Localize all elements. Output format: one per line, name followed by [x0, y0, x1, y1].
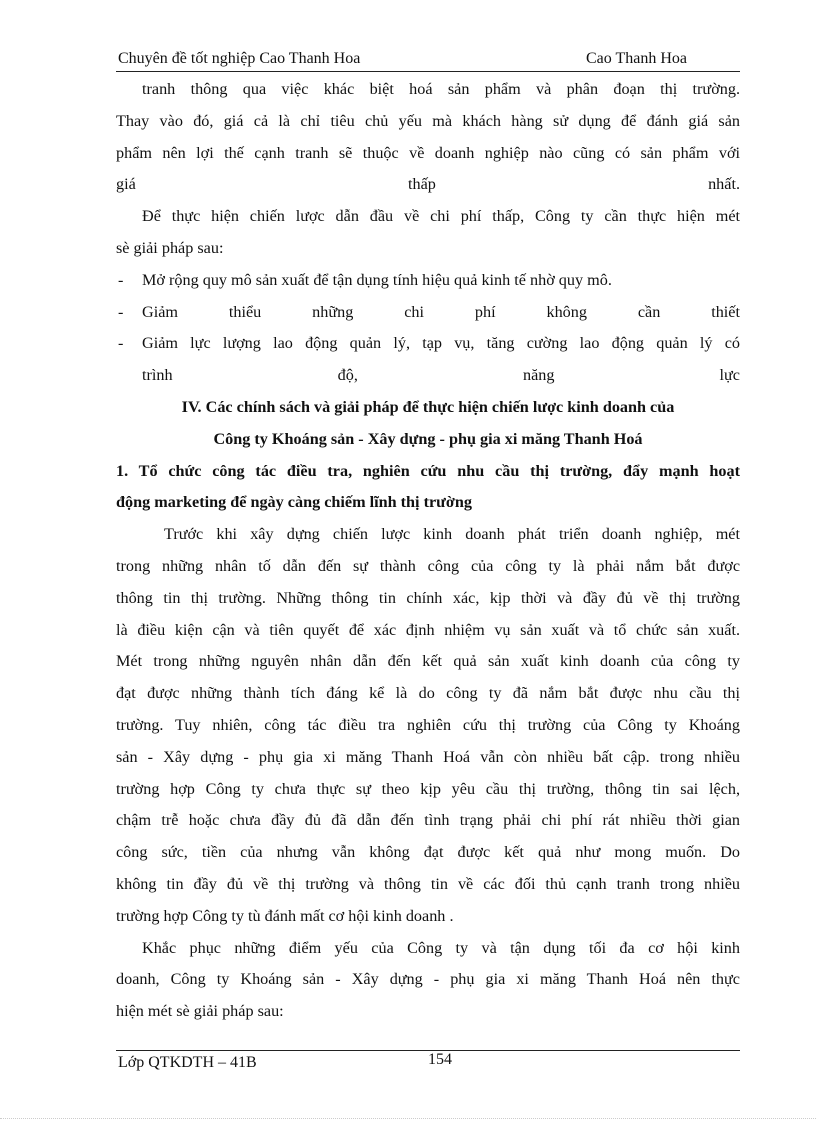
bullet-dash: - — [118, 270, 124, 289]
bullet-dash: - — [118, 302, 124, 321]
section-heading: IV. Các chính sách và giải pháp để thực hiện chiến lược kinh doanh của — [181, 397, 675, 416]
text-line: sản - Xây dựng - phụ gia xi măng Thanh Hoá vẫn còn nhiều bất cập. trong nhiều — [116, 747, 740, 766]
footer-class: Lớp QTKDTH – 41B — [118, 1054, 257, 1071]
text-line: Thay vào đó, giá cả là chỉ tiêu chủ yếu mà khách hàng sử dụng để đánh giá sản — [116, 111, 740, 130]
text-line: trường hợp Công ty tù đánh mất cơ hội kinh doanh . — [116, 906, 454, 925]
text-line: công sức, tiền của nhưng vẫn không đạt được kết quả như mong muốn. Do — [116, 843, 740, 862]
section-heading: Công ty Khoáng sản - Xây dựng - phụ gia xi măng Thanh Hoá — [213, 429, 643, 448]
text-line: trường. Tuy nhiên, công tác điều tra nghiên cứu thị trường của Công ty Khoáng — [116, 715, 740, 734]
header-left: Chuyên đề tốt nghiệp Cao Thanh Hoa — [118, 50, 361, 67]
subsection-heading: 1. Tổ chức công tác điều tra, nghiên cứu nhu cầu thị trường, đẩy mạnh hoạt — [116, 461, 740, 480]
subsection-heading: động marketing để ngày càng chiếm lĩnh thị trường — [116, 493, 472, 512]
text-line: phẩm nên lợi thế cạnh tranh sẽ thuộc về doanh nghiệp nào cũng có sản phẩm với — [116, 143, 740, 162]
text-line: Trước khi xây dựng chiến lược kinh doanh phát triển doanh nghiệp, mét — [164, 525, 740, 544]
text-line: Mét trong những nguyên nhân dẫn đến kết quả sản xuất kinh doanh của công ty — [116, 652, 740, 671]
text-line: chậm trễ hoặc chưa đầy đủ đã dẫn đến tình trạng phải chi phí rát nhiều thời gian — [116, 811, 740, 830]
bullet-text: Giảm thiểu những chi phí không cần thiết — [142, 302, 740, 321]
page-edge-dots — [0, 1118, 816, 1119]
page-number: 154 — [428, 1051, 452, 1068]
text-line: doanh, Công ty Khoáng sản - Xây dựng - phụ gia xi măng Thanh Hoá nên thực — [116, 970, 740, 989]
bullet-text: Mở rộng quy mô sản xuất để tận dụng tính hiệu quả kinh tế nhờ quy mô. — [142, 270, 612, 289]
text-line: hiện mét sè giải pháp sau: — [116, 1002, 284, 1021]
text-line: trường hợp Công ty chưa thực sự theo kịp yêu cầu thị trường, thông tin sai lệch, — [116, 779, 740, 798]
text-line: giá thấp nhất. — [116, 175, 740, 194]
text-line: không tin đầy đủ về thị trường và thông tin về các đối thủ cạnh tranh trong nhiều — [116, 874, 740, 893]
bullet-continuation: trình độ, năng lực — [142, 366, 740, 385]
bullet-text: Giảm lực lượng lao động quản lý, tạp vụ, tăng cường lao động quản lý có — [142, 334, 740, 353]
text-line: thông tin thị trường. Những thông tin chính xác, kịp thời và đầy đủ về thị trường — [116, 588, 740, 607]
text-line: là điều kiện cận và tiên quyết để xác định nhiệm vụ sản xuất và tổ chức sản xuất. — [116, 620, 740, 639]
document-body — [116, 74, 740, 1028]
text-line: Khắc phục những điểm yếu của Công ty và tận dụng tối đa cơ hội kinh — [142, 938, 740, 957]
text-line: sè giải pháp sau: — [116, 238, 224, 257]
text-line: Để thực hiện chiến lược dẫn đầu về chi phí thấp, Công ty cần thực hiện mét — [142, 207, 740, 226]
text-line: trong những nhân tố dẫn đến sự thành công của công ty là phải nắm bắt được — [116, 556, 740, 575]
bullet-item — [116, 265, 740, 297]
bullet-dash: - — [118, 334, 124, 353]
header-right: Cao Thanh Hoa — [586, 50, 688, 67]
text-line: tranh thông qua việc khác biệt hoá sản phẩm và phân đoạn thị trường. — [142, 80, 740, 98]
page-header — [116, 50, 740, 72]
bullet-item — [116, 297, 740, 329]
bullet-item — [116, 328, 740, 360]
header-rule — [116, 71, 740, 72]
text-line: đạt được những thành tích đáng kể là do công ty đã nắm bắt được nhu cầu thị — [116, 684, 740, 703]
